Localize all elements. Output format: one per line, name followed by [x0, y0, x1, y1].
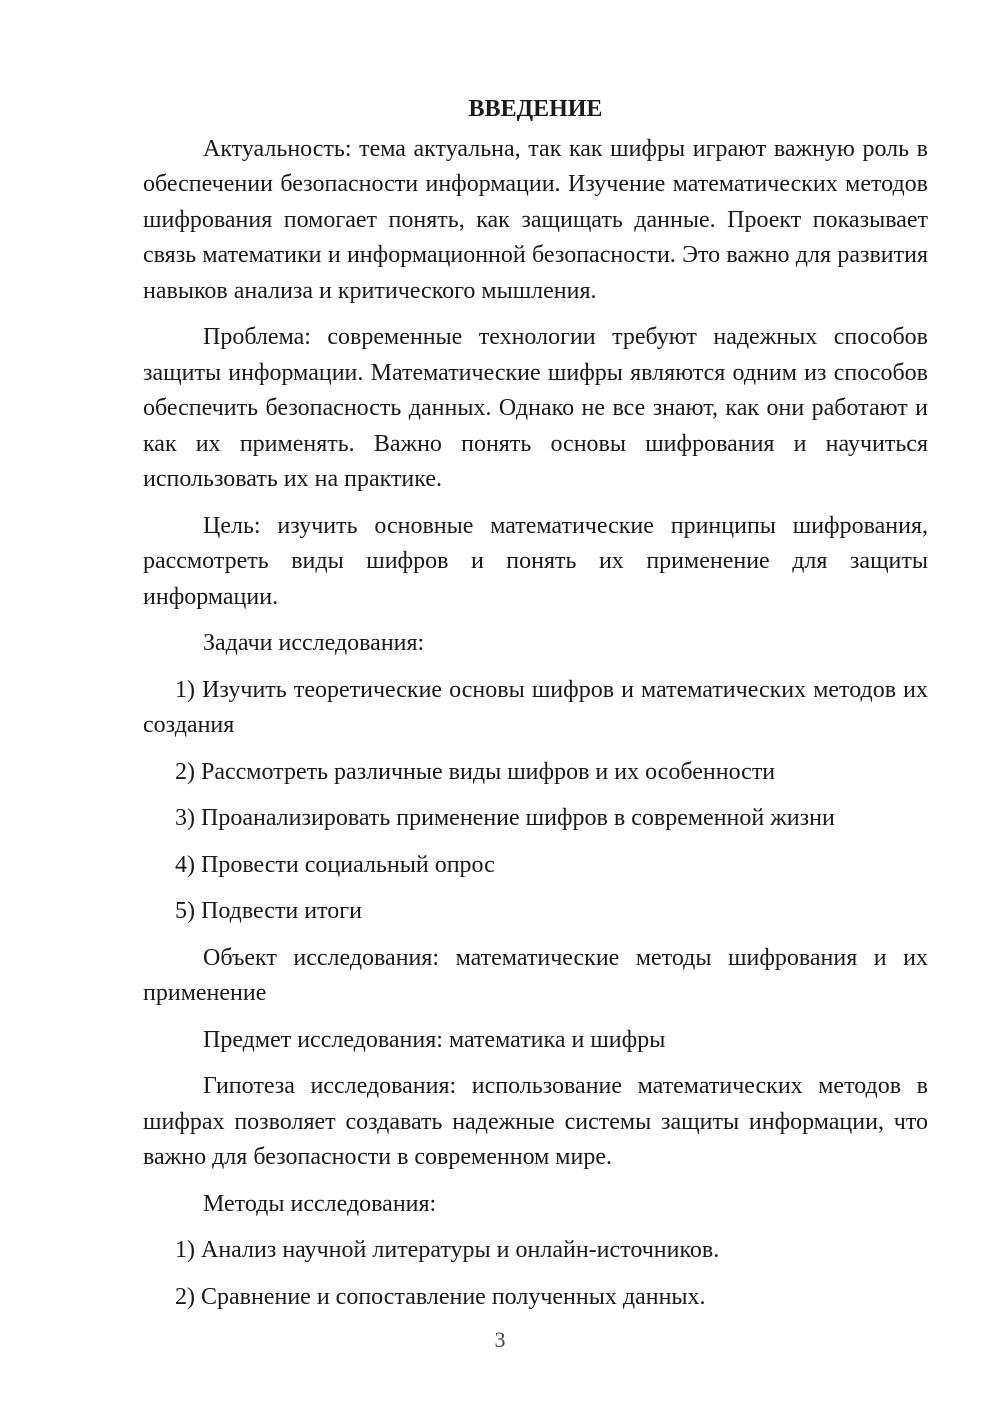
method-item-1: 1) Анализ научной литературы и онлайн-источников. [175, 1237, 720, 1263]
tasks-title: Задачи исследования: [203, 630, 425, 656]
task-item-4: 4) Провести социальный опрос [175, 851, 495, 878]
task-item-2: 2) Рассмотреть различные виды шифров и их особенности [175, 758, 776, 785]
problem-paragraph: Проблема: современные технологии требуют надежных способов защиты информации. Математические шифры являются одним из способов обеспечить безопасность данных. Однако не все знают, как они работают и как их применять. Важно понять основы шифрования и научиться использовать их на практике. [143, 324, 928, 492]
page-number: 3 [494, 1327, 506, 1352]
object-paragraph: Объект исследования: математические методы шифрования и их применение [143, 944, 928, 1006]
method-item-2: 2) Сравнение и сопоставление полученных данных. [175, 1283, 706, 1310]
task-item-1: 1) Изучить теоретические основы шифров и математических методов их создания [143, 676, 928, 738]
goal-paragraph: Цель: изучить основные математические принципы шифрования, рассмотреть виды шифров и понять их применение для защиты информации. [143, 512, 928, 610]
task-item-3: 3) Проанализировать применение шифров в современной жизни [175, 805, 835, 831]
methods-title: Методы исследования: [203, 1190, 437, 1217]
document-body [143, 92, 928, 1326]
task-item-5: 5) Подвести итоги [175, 898, 362, 924]
subject-paragraph: Предмет исследования: математика и шифры [203, 1026, 666, 1053]
hypothesis-paragraph: Гипотеза исследования: использование математических методов в шифрах позволяет создавать надежные системы защиты информации, что важно для безопасности в современном мире. [143, 1073, 928, 1170]
actuality-paragraph: Актуальность: тема актуальна, так как шифры играют важную роль в обеспечении безопасности информации. Изучение математических методов шифрования помогает понять, как защищать данные. Проект показывает связь математики и информационной безопасности. Это важно для развития навыков анализа и критического мышления. [143, 135, 928, 304]
section-heading: ВВЕДЕНИЕ [468, 96, 603, 122]
